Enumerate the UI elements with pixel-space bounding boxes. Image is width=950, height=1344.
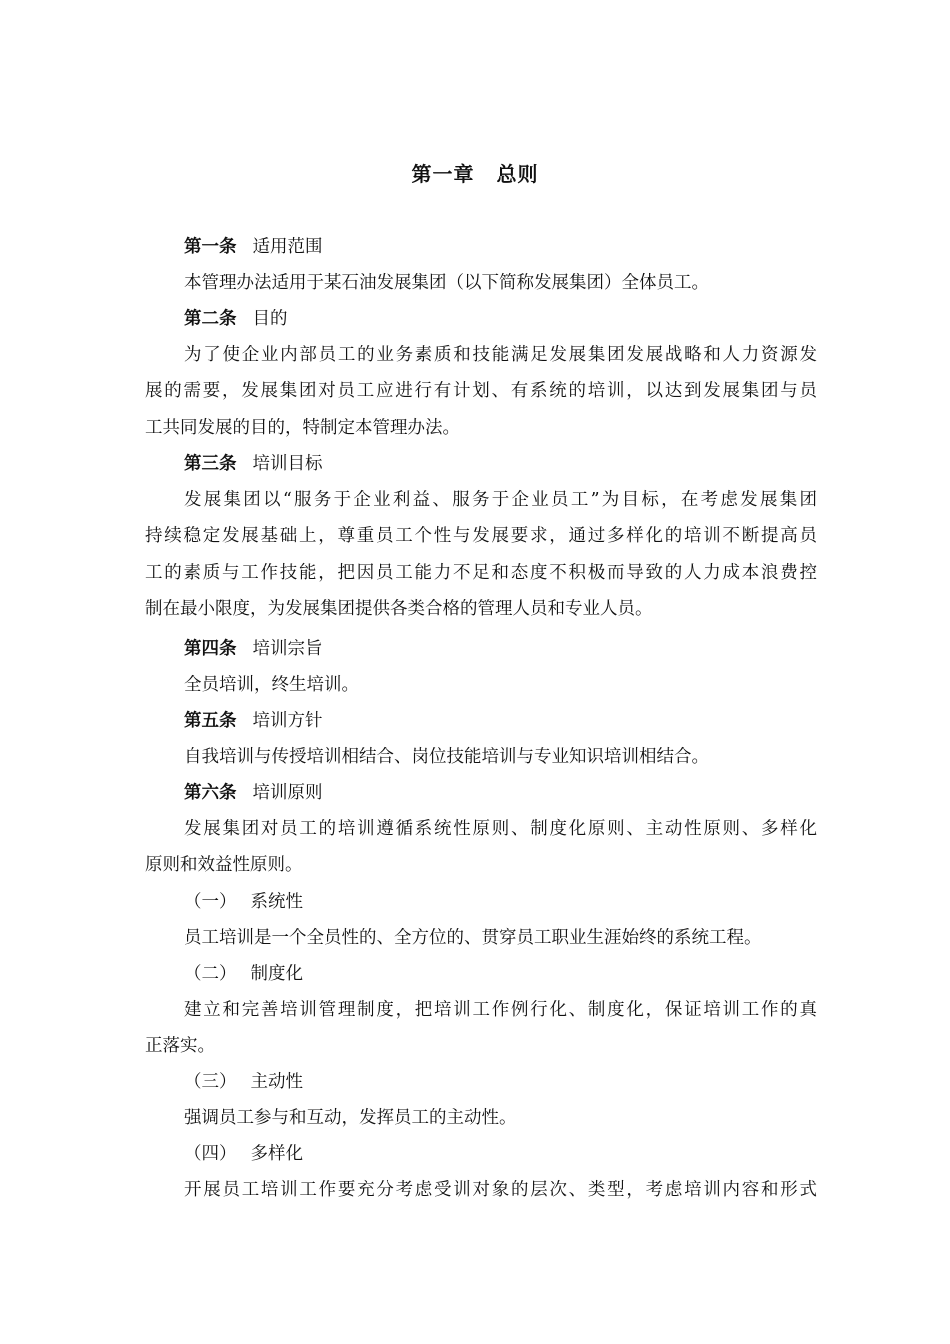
chapter-heading [0, 158, 950, 187]
principle-title: 主动性 [250, 1072, 303, 1092]
article-title: 培训方针 [252, 711, 323, 731]
paragraph-line: 工共同发展的目的，特制定本管理办法。 [145, 418, 460, 438]
paragraph-line: 发展集团以“服务于企业利益、服务于企业员工”为目标，在考虑发展集团 [184, 490, 817, 510]
article-2-heading [184, 301, 817, 337]
principle-label: （三） [184, 1072, 237, 1092]
paragraph-line: 开展员工培训工作要充分考虑受训对象的层次、类型，考虑培训内容和形式 [184, 1180, 817, 1200]
paragraph-line: 正落实。 [145, 1036, 215, 1056]
article-5-heading [184, 703, 817, 739]
paragraph-line: 本管理办法适用于某石油发展集团（以下简称发展集团）全体员工。 [184, 273, 709, 293]
principle-label: （二） [184, 964, 237, 984]
article-label: 第五条 [184, 711, 237, 731]
chapter-title: 总则 [496, 162, 539, 186]
principle-title: 多样化 [250, 1144, 303, 1164]
article-label: 第六条 [184, 783, 237, 803]
article-title: 培训宗旨 [252, 639, 323, 659]
paragraph-line: 员工培训是一个全员性的、全方位的、贯穿员工职业生涯始终的系统工程。 [184, 928, 762, 948]
principle-2-heading [184, 956, 817, 992]
principle-label: （四） [184, 1144, 237, 1164]
principle-title: 系统性 [250, 892, 303, 912]
principle-3-heading [184, 1064, 817, 1100]
article-label: 第二条 [184, 309, 237, 329]
article-title: 目的 [252, 309, 288, 329]
paragraph-line: 为了使企业内部员工的业务素质和技能满足发展集团发展战略和人力资源发 [184, 345, 817, 365]
article-label: 第三条 [184, 454, 237, 474]
chapter-number: 第一章 [411, 162, 475, 186]
principle-4-heading [184, 1136, 817, 1172]
paragraph-line: 原则和效益性原则。 [145, 855, 303, 875]
paragraph-line: 制在最小限度，为发展集团提供各类合格的管理人员和专业人员。 [145, 599, 653, 619]
paragraph-line: 全员培训，终生培训。 [184, 675, 359, 695]
principle-1-heading [184, 884, 817, 920]
principle-title: 制度化 [250, 964, 303, 984]
article-title: 适用范围 [252, 237, 323, 257]
paragraph-line: 持续稳定发展基础上，尊重员工个性与发展要求，通过多样化的培训不断提高员 [145, 526, 817, 546]
article-1-heading [184, 229, 817, 265]
article-6-heading [184, 775, 817, 811]
article-label: 第一条 [184, 237, 237, 257]
paragraph-line: 工的素质与工作技能，把因员工能力不足和态度不积极而导致的人力成本浪费控 [145, 563, 817, 583]
paragraph-line: 展的需要，发展集团对员工应进行有计划、有系统的培训，以达到发展集团与员 [145, 381, 817, 401]
article-3-heading [184, 446, 817, 482]
paragraph-line: 自我培训与传授培训相结合、岗位技能培训与专业知识培训相结合。 [184, 747, 709, 767]
article-label: 第四条 [184, 639, 237, 659]
article-title: 培训原则 [252, 783, 323, 803]
article-title: 培训目标 [252, 454, 323, 474]
paragraph-line: 强调员工参与和互动，发挥员工的主动性。 [184, 1108, 517, 1128]
paragraph-line: 建立和完善培训管理制度，把培训工作例行化、制度化，保证培训工作的真 [184, 1000, 817, 1020]
paragraph-line: 发展集团对员工的培训遵循系统性原则、制度化原则、主动性原则、多样化 [184, 819, 817, 839]
article-4-heading [184, 631, 817, 667]
principle-label: （一） [184, 892, 237, 912]
